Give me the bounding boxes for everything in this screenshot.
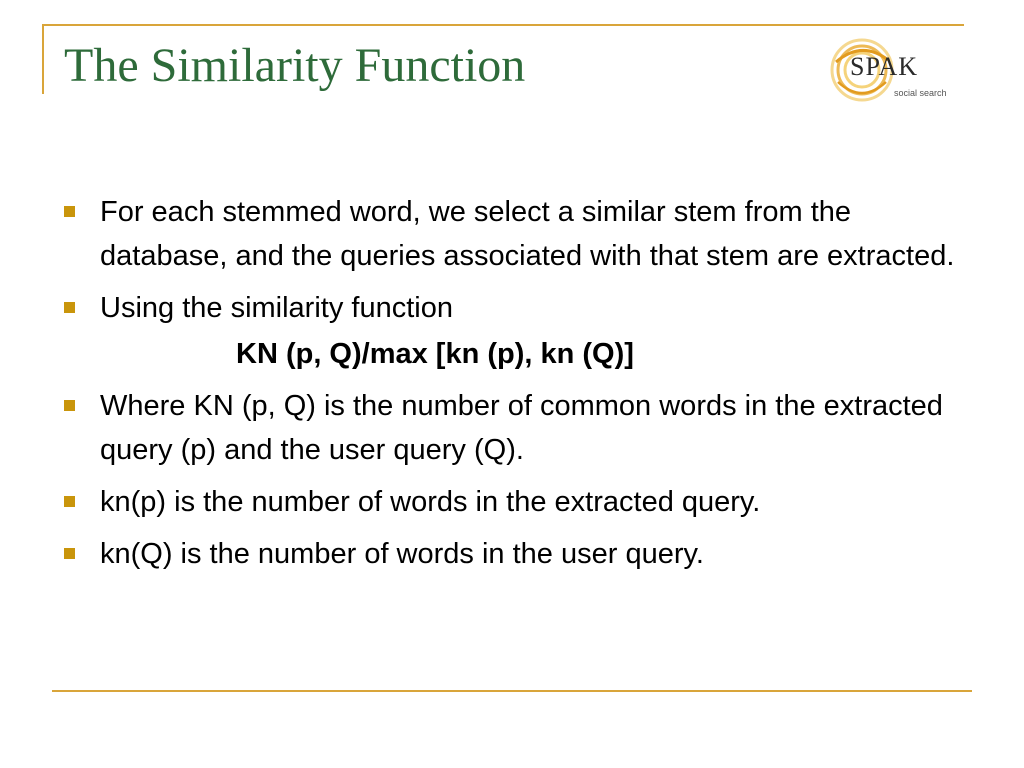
bullet-text: kn(p) is the number of words in the extracted query. bbox=[100, 486, 761, 518]
bullet-text: For each stemmed word, we select a similar stem from the database, and the queries associated with that stem are extracted. bbox=[100, 196, 955, 272]
spak-logo bbox=[826, 32, 960, 108]
logo-text: SPAK bbox=[850, 52, 919, 81]
square-bullet-icon bbox=[64, 206, 75, 217]
bullet-item bbox=[64, 532, 964, 576]
frame-left-line bbox=[42, 24, 44, 94]
slide-title: The Similarity Function bbox=[64, 39, 526, 92]
bullet-text: kn(Q) is the number of words in the user query. bbox=[100, 538, 704, 570]
bullet-list bbox=[64, 190, 964, 584]
bullet-item bbox=[64, 384, 964, 472]
square-bullet-icon bbox=[64, 400, 75, 411]
square-bullet-icon bbox=[64, 302, 75, 313]
bullet-text: Where KN (p, Q) is the number of common words in the extracted query (p) and the user query (Q). bbox=[100, 390, 943, 466]
square-bullet-icon bbox=[64, 548, 75, 559]
square-bullet-icon bbox=[64, 496, 75, 507]
bullet-item bbox=[64, 480, 964, 524]
logo-subtitle: social search bbox=[894, 88, 947, 98]
frame-bottom-line bbox=[52, 690, 972, 692]
formula: KN (p, Q)/max [kn (p), kn (Q)] bbox=[236, 338, 634, 370]
bullet-item bbox=[64, 286, 964, 330]
bullet-item bbox=[64, 190, 964, 278]
bullet-text: Using the similarity function bbox=[100, 292, 453, 324]
frame-top-line bbox=[42, 24, 964, 26]
